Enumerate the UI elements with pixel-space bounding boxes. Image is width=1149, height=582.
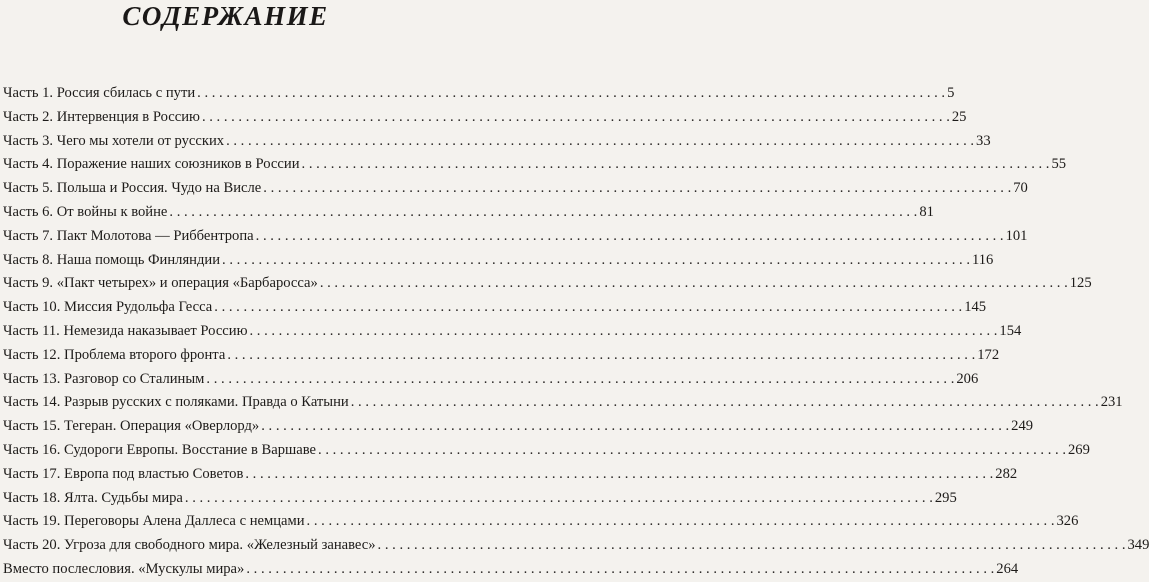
toc-entry-part: Часть 13. [3,370,61,387]
toc-entry [3,439,1090,463]
toc-entry [3,344,1000,368]
toc-entry-part: Часть 6. [3,203,54,220]
toc-entry-part: Часть 12. [3,346,61,363]
toc-entry-dot-leader [351,391,1099,415]
toc-entry-part: Часть 2. [3,108,54,125]
toc-entry-dot-leader [169,201,917,225]
toc-entry [3,82,955,106]
toc-entry [3,391,1123,415]
toc-entry-title: Переговоры Алена Даллеса с немцами [64,513,305,530]
toc-entry-title: Вместо послесловия. «Мускулы мира» [3,560,245,577]
toc-entry-page-number: 206 [956,370,979,387]
toc-entry-dot-leader [206,368,954,392]
toc-entry-title: Наша помощь Финляндии [56,251,221,268]
toc-entry-dot-leader [307,510,1055,534]
toc-entry-part: Часть 18. [3,489,61,506]
toc-entry-page-number: 5 [947,85,955,101]
toc-entry [3,249,994,273]
toc-entry-part: Часть 16. [3,441,61,458]
toc-entry-dot-leader [249,320,997,344]
toc-entry-title: Судороги Европы. Восстание в Варшаве [64,441,317,458]
toc-entry-title: Чего мы хотели от русских [56,132,225,149]
page-title: СОДЕРЖАНИЕ [122,1,329,31]
toc-entry-page-number: 145 [964,299,987,316]
toc-entry-part: Часть 10. [3,299,61,316]
toc-entry-page-number: 70 [1013,180,1028,197]
toc-entry-page-number: 326 [1056,513,1079,530]
toc-entry-title: Угроза для свободного мира. «Железный занавес» [64,537,376,554]
toc-entry-dot-leader [246,558,994,582]
toc-entry-dot-leader [320,272,1068,296]
toc-entry-dot-leader [226,130,974,154]
toc-entry-page-number: 172 [977,346,1000,363]
toc-entry-dot-leader [263,177,1011,201]
toc-entry [3,225,1028,249]
toc-entry-page-number: 33 [976,132,991,149]
toc-entry-title: Поражение наших союзников в России [56,156,300,173]
toc-entry-dot-leader [227,344,975,368]
toc-entry-page-number: 249 [1011,418,1034,435]
toc-entry [3,201,934,225]
toc-entry-part: Часть 15. [3,418,61,435]
toc-entry-dot-leader [378,534,1126,558]
toc-entry-part: Часть 7. [3,227,54,244]
toc-entry-part: Часть 17. [3,465,61,482]
toc-entry-title: Россия сбилась с пути [56,85,196,101]
toc-entry-page-number: 295 [934,489,957,506]
toc-entry-page-number: 125 [1069,275,1092,292]
toc-entry-dot-leader [318,439,1066,463]
toc-entry-part: Часть 20. [3,537,61,554]
toc-entry-title: Разговор со Сталиным [64,370,205,387]
toc-entry-title: Интервенция в Россию [56,108,200,125]
toc-entry-title: Миссия Рудольфа Гесса [64,299,213,316]
toc-entry-part: Часть 19. [3,513,61,530]
toc-entry [3,153,1067,177]
toc-entry-dot-leader [222,249,970,273]
toc-entry-part: Часть 14. [3,394,61,411]
toc-entry-page-number: 116 [971,251,994,268]
toc-entry-title: Европа под властью Советов [64,465,244,482]
toc-entry [3,463,1018,487]
table-of-contents [3,82,1149,582]
toc-entry-title: От войны к войне [56,203,168,220]
toc-entry-dot-leader [245,463,993,487]
toc-entry-page-number: 55 [1051,156,1067,173]
toc-entry-title: Пакт Молотова — Риббентропа [56,227,254,244]
toc-entry [3,558,1019,582]
toc-entry [3,510,1079,534]
toc-entry [3,130,991,154]
toc-entry-page-number: 154 [999,322,1022,339]
toc-entry-dot-leader [185,487,933,511]
toc-entry-dot-leader [197,82,945,106]
toc-entry [3,368,979,392]
toc-entry-page-number: 264 [996,560,1019,577]
toc-entry-title: Немезида наказывает Россию [63,322,248,339]
toc-entry-page-number: 269 [1067,441,1090,458]
toc-entry [3,106,967,130]
toc-entry-dot-leader [214,296,962,320]
toc-entry-title: Польша и Россия. Чудо на Висле [56,180,262,197]
toc-entry-part: Часть 9. [3,275,54,292]
toc-entry [3,534,1149,558]
toc-entry-dot-leader [202,106,950,130]
toc-entry-part: Часть 4. [3,156,54,173]
toc-entry-title: «Пакт четырех» и операция «Барбаросса» [56,275,318,292]
toc-entry-title: Тегеран. Операция «Оверлорд» [64,418,260,435]
toc-entry [3,415,1034,439]
toc-entry-title: Разрыв русских с поляками. Правда о Катыни [64,394,349,411]
toc-entry [3,177,1028,201]
toc-entry [3,296,987,320]
toc-entry-page-number: 101 [1005,227,1028,244]
toc-entry-page-number: 25 [951,108,967,125]
toc-entry [3,487,957,511]
toc-entry-page-number: 349 [1127,537,1149,554]
toc-entry-dot-leader [261,415,1009,439]
toc-entry [3,320,1022,344]
toc-entry-dot-leader [256,225,1004,249]
toc-entry-page-number: 81 [919,203,934,220]
toc-entry-part: Часть 11. [3,322,60,339]
toc-entry-part: Часть 1. [3,85,54,101]
toc-entry-dot-leader [302,153,1050,177]
toc-entry-title: Проблема второго фронта [64,346,226,363]
toc-entry-title: Ялта. Судьбы мира [64,489,183,506]
toc-entry-page-number: 282 [995,465,1018,482]
toc-entry-page-number: 231 [1100,394,1123,411]
toc-entry [3,272,1092,296]
toc-entry-part: Часть 5. [3,180,54,197]
toc-entry-part: Часть 3. [3,132,54,149]
toc-entry-part: Часть 8. [3,251,54,268]
